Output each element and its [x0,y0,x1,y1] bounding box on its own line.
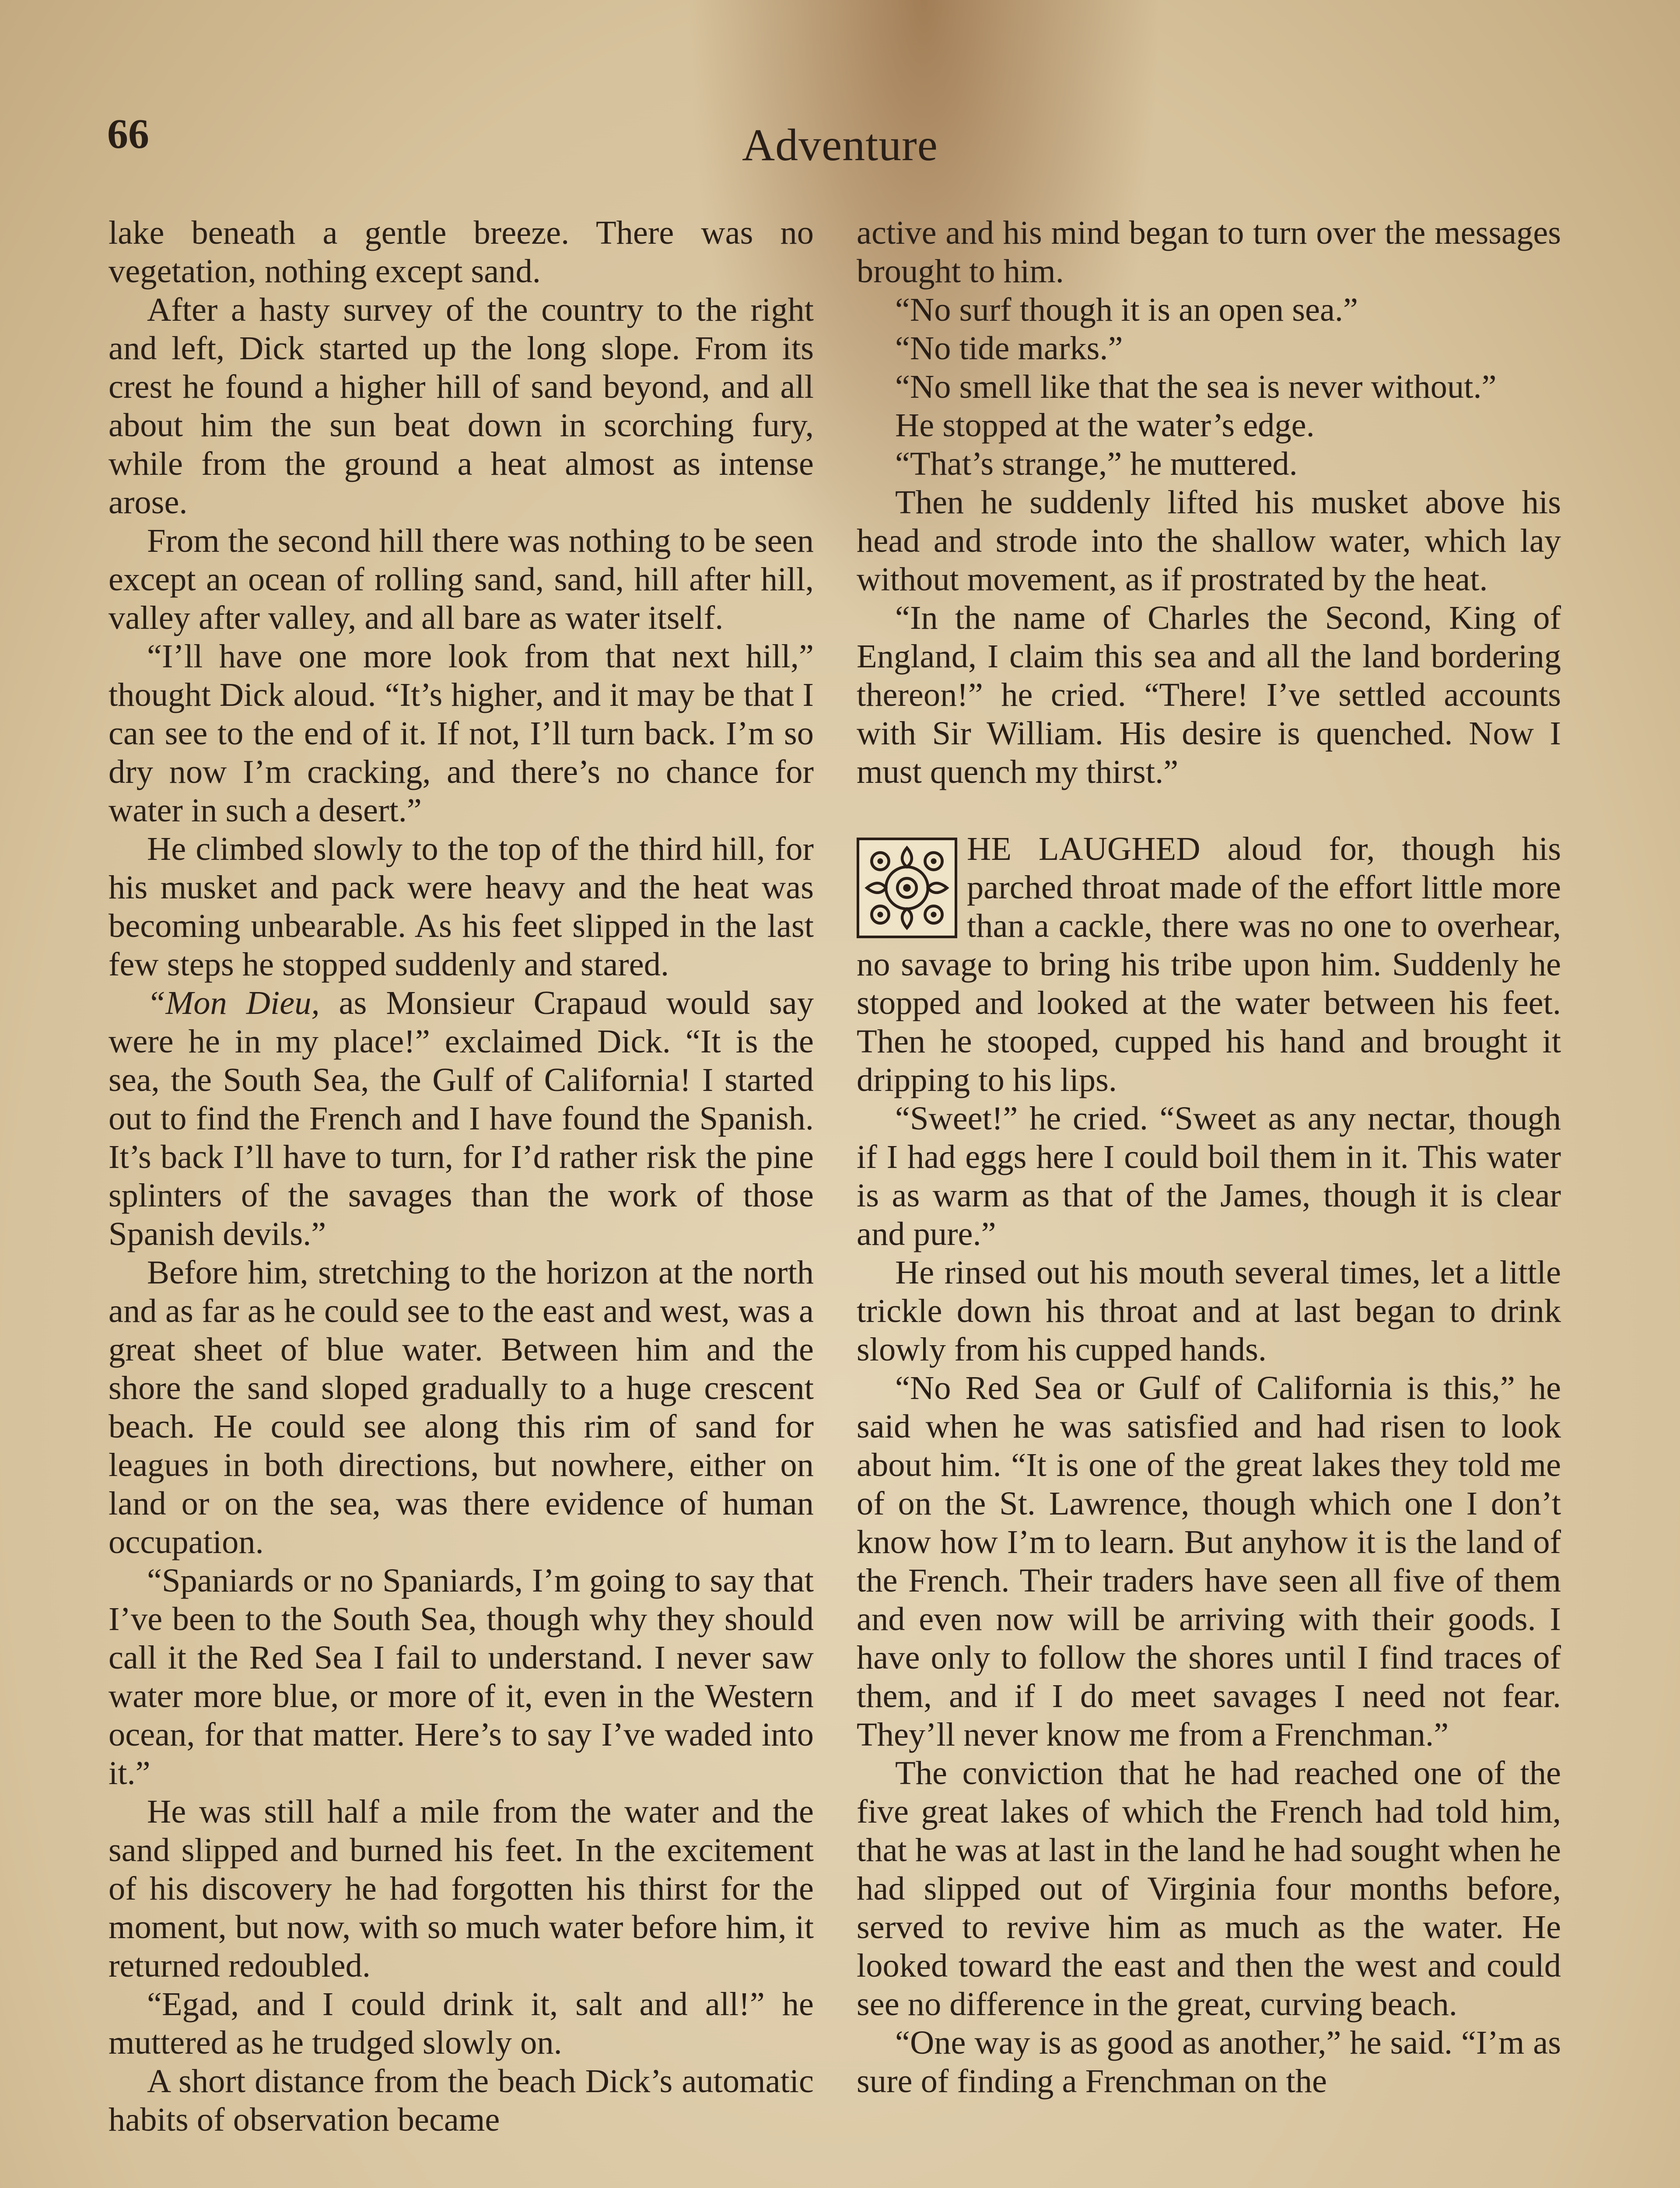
right-column [857,214,1561,2100]
paragraph: After a hasty survey of the country to the right and left, Dick started up the long slope. From its crest he found a higher hill of sand beyond, and all about him the sun beat down in scorching fury, while from the ground a heat almost as intense arose. [108,291,814,521]
page-number: 66 [107,110,149,157]
paragraph: “No surf though it is an open sea.” [895,291,1358,328]
paragraph: “I’ll have one more look from that next hill,” thought Dick aloud. “It’s higher, and it may be that I can see to the end of it. If not, I’ll turn back. I’m so dry now I’m cracking, and there’s no chance for water in such a desert.” [108,638,814,829]
paragraph: He was still half a mile from the water and the sand slipped and burned his feet. In the excitement of his discovery he had forgotten his thirst for the moment, but now, with so much water before him, it returned redoubled. [108,1793,814,1984]
paragraph: Then he suddenly lifted his musket above his head and strode into the shallow water, which lay without movement, as if prostrated by the heat. [857,484,1561,598]
left-column [108,214,814,2139]
paragraph: active and his mind began to turn over the messages brought to him. [857,214,1561,290]
paragraph: lake beneath a gentle breeze. There was no vegetation, nothing except sand. [108,214,814,290]
paragraph: He stopped at the water’s edge. [895,407,1315,444]
paragraph: “Spaniards or no Spaniards, I’m going to say that I’ve been to the South Sea, though why they should call it the Red Sea I fail to understand. I never saw water more blue, or more of it, even in the Western ocean, for that matter. Here’s to say I’ve waded into it.” [108,1562,814,1792]
paragraph: “Sweet!” he cried. “Sweet as any nectar, though if I had eggs here I could boil them in it. This water is as warm as that of the James, though it is clear and pure.” [857,1100,1561,1252]
paragraph: The conviction that he had reached one of the five great lakes of which the French had told him, that he was at last in the land he had sought when he had slipped out of Virginia four months before, served to revive him as much as the water. He looked toward the east and then the west and could see no difference in the great, curving beach. [857,1754,1561,2023]
paragraph: “No tide marks.” [895,330,1123,367]
paragraph-mon-dieu [108,984,814,1253]
paragraph: “One way is as good as another,” he said. “I’m as sure of finding a Frenchman on the [857,2024,1561,2100]
paragraph: “No Red Sea or Gulf of California is this,” he said when he was satisfied and had risen to look about him. “It is one of the great lakes they told me of on the St. Lawrence, though which one I don’t know how I’m to learn. But anyhow it is the land of the French. Their traders have seen all five of them and even now will be arriving with their goods. I have only to follow the shores until I find traces of them, and if I do meet savages I need not fear. They’ll never know me from a Frenchman.” [857,1369,1561,1753]
ornamental-drop-cap-icon [857,838,957,938]
paragraph-text: as Monsieur Crapaud would say were he in my place!” exclaimed Dick. “It is the sea, the South Sea, the Gulf of California! I started out to find the French and I have found the Spanish. It’s back I’ll have to turn, for I’d rather risk the pine splinters of the savages than the work of those Spanish devils.” [108,984,814,1252]
italic-phrase: “Mon Dieu, [147,984,320,1021]
paragraph: He rinsed out his mouth several times, let a little trickle down his throat and at last began to drink slowly from his cupped hands. [857,1254,1561,1368]
paragraph: “In the name of Charles the Second, King of England, I claim this sea and all the land bordering thereon!” he cried. “There! I’ve settled accounts with Sir William. His desire is quenched. Now I must quench my thirst.” [857,599,1561,790]
paragraph: “That’s strange,” he muttered. [895,445,1298,482]
paragraph: A short distance from the beach Dick’s automatic habits of observation became [108,2062,814,2138]
section-break [857,791,1561,830]
paragraph: “Egad, and I could drink it, salt and all!” he muttered as he trudged slowly on. [108,1985,814,2061]
paragraph-text: HE LAUGHED aloud for, though his parched throat made of the effort little more than a cackle, there was no one to overhear, no savage to bring his tribe upon him. Suddenly he stopped and looked at the water between his feet. Then he stooped, cupped his hand and brought it dripping to his lips. [857,830,1561,1098]
paragraph: Before him, stretching to the horizon at the north and as far as he could see to the east and west, was a great sheet of blue water. Between him and the shore the sand sloped gradually to a huge crescent beach. He could see along this rim of sand for leagues in both directions, but nowhere, either on land or on the sea, was there evidence of human occupation. [108,1254,814,1560]
paragraph-with-drop-cap [857,830,1561,1099]
running-head: Adventure [742,120,938,170]
paragraph: He climbed slowly to the top of the third hill, for his musket and pack were heavy and the heat was becoming unbearable. As his feet slipped in the last few steps he stopped suddenly and stared. [108,830,814,983]
paragraph: “No smell like that the sea is never without.” [895,368,1497,405]
paragraph: From the second hill there was nothing to be seen except an ocean of rolling sand, sand, hill after hill, valley after valley, and all bare as water itself. [108,522,814,636]
